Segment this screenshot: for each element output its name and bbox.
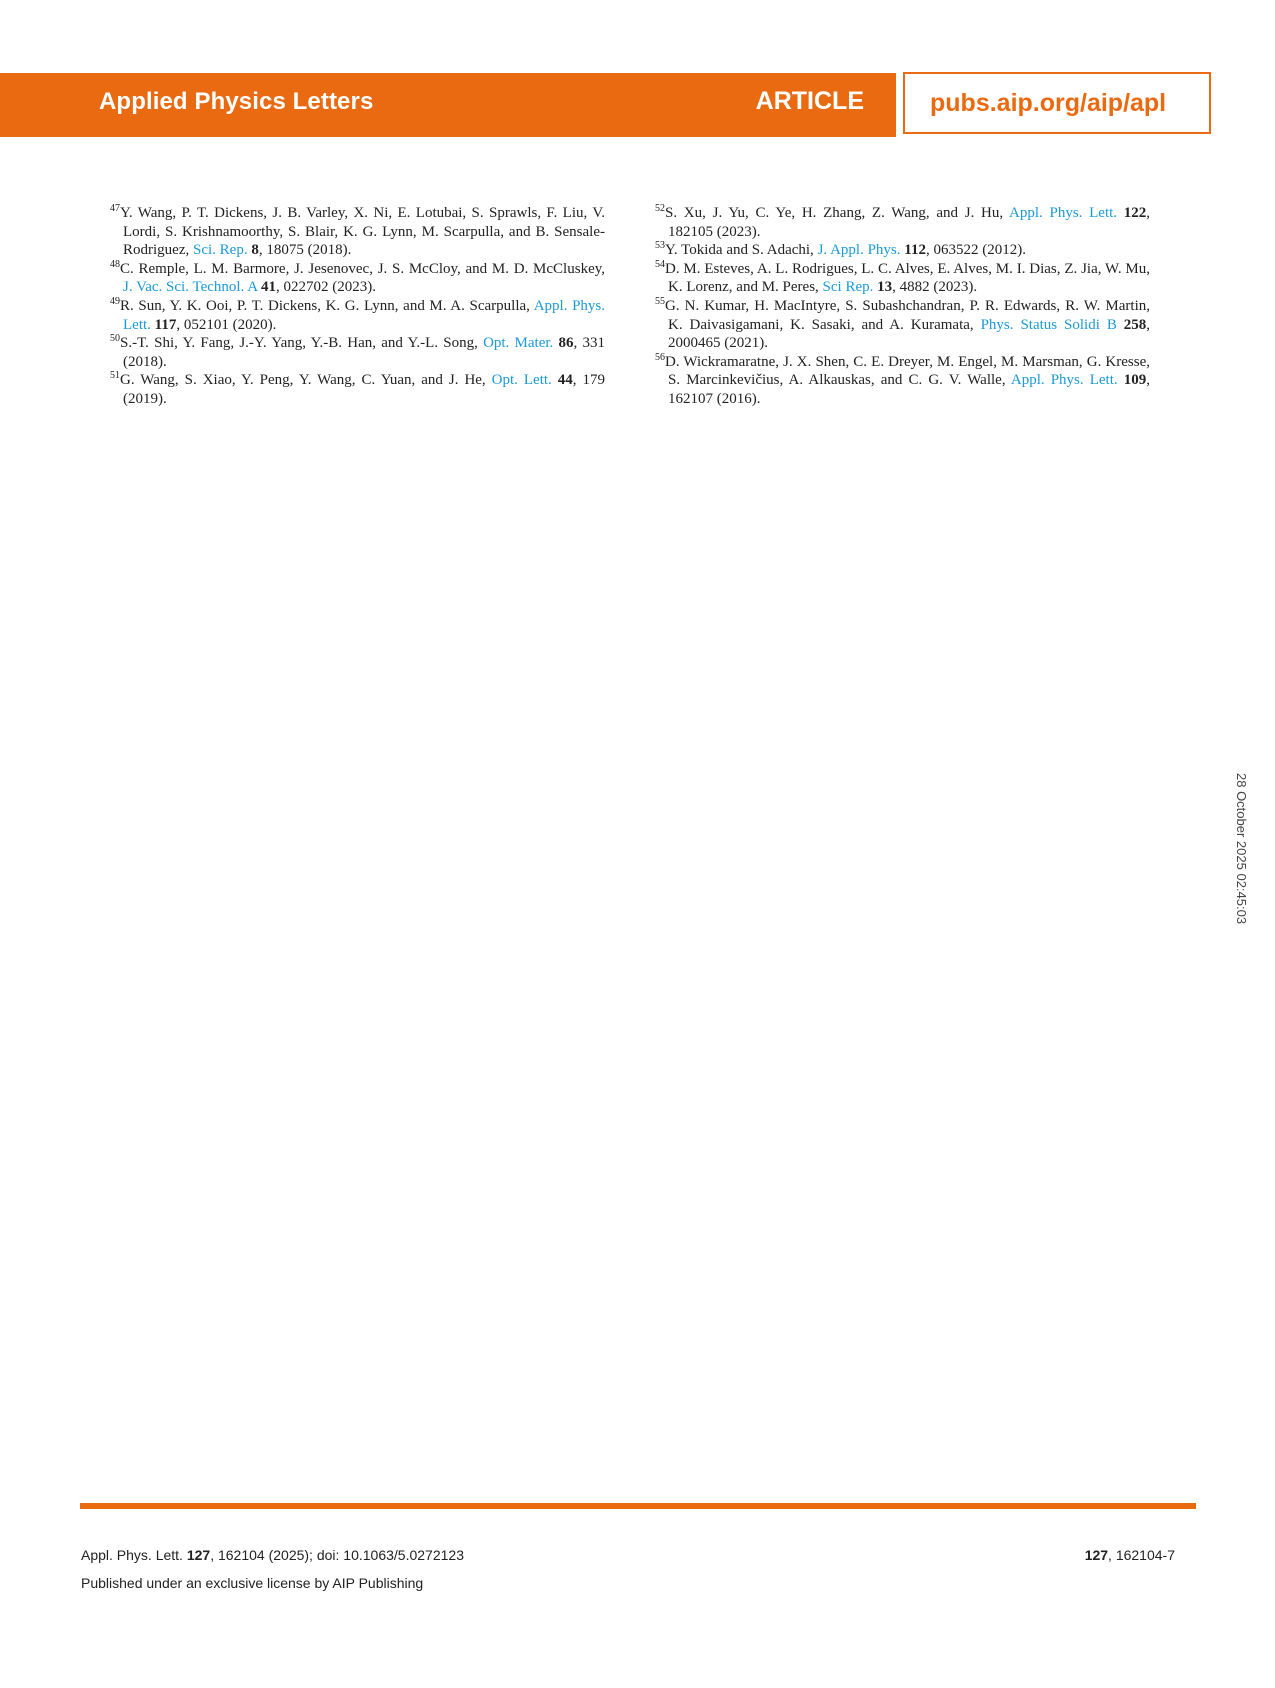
reference-number: 52 [655, 203, 665, 214]
footer-citation [81, 1547, 464, 1563]
references-right-column [655, 204, 1150, 409]
article-type-label: ARTICLE [755, 87, 864, 115]
reference-number: 48 [110, 258, 120, 270]
reference-item [110, 334, 605, 371]
reference-text: S. Xu, J. Yu, C. Ye, H. Zhang, Z. Wang, and J. Hu, [665, 205, 1010, 221]
reference-number: 49 [110, 295, 120, 307]
footer-page-number [1085, 1547, 1175, 1563]
reference-number: 55 [655, 295, 665, 307]
reference-text: S.-T. Shi, Y. Fang, J.-Y. Yang, Y.-B. Han, and Y.-L. Song, [120, 335, 484, 352]
journal-link[interactable]: Sci Rep. [822, 279, 874, 296]
reference-number: 51 [110, 370, 120, 382]
reference-text: , 2000465 (2021). [668, 316, 1151, 352]
journal-link[interactable]: Opt. Mater. [483, 335, 554, 352]
reference-text: D. Wickramaratne, J. X. Shen, C. E. Dreyer, M. Engel, M. Marsman, G. Kresse, S. Marcinkevičius, A. Alkauskas, and C. G. V. Walle, [665, 353, 1150, 389]
reference-text: , 182105 (2023). [668, 205, 1150, 240]
reference-text: , 063522 (2012). [925, 242, 1026, 259]
reference-item [110, 204, 605, 260]
references-left-column [110, 204, 605, 409]
reference-item [655, 353, 1150, 409]
reference-text: C. Remple, L. M. Barmore, J. Jesenovec, J. S. McCloy, and M. D. McCluskey, [120, 260, 605, 277]
journal-link[interactable]: Appl. Phys. Lett. [123, 297, 605, 333]
journal-link[interactable]: J. Vac. Sci. Technol. A [123, 279, 258, 296]
reference-item [655, 241, 1150, 260]
footer-page-id: , 162104-7 [1108, 1547, 1175, 1563]
reference-number: 47 [110, 203, 120, 214]
reference-text: G. Wang, S. Xiao, Y. Peng, Y. Wang, C. Yuan, and J. He, [120, 372, 492, 389]
journal-url-link[interactable]: pubs.aip.org/aip/apl [903, 72, 1211, 134]
journal-link[interactable]: Opt. Lett. [491, 372, 552, 389]
footer-citation-details: , 162104 (2025); doi: 10.1063/5.0272123 [210, 1547, 464, 1563]
reference-text: , 18075 (2018). [258, 242, 352, 259]
reference-text: , 052101 (2020). [176, 316, 277, 333]
journal-link[interactable]: Appl. Phys. Lett. [1009, 205, 1118, 221]
reference-text: , 4882 (2023). [892, 279, 978, 296]
footer-divider [80, 1503, 1196, 1509]
volume-number: 117 [154, 316, 177, 333]
volume-number: 109 [1123, 372, 1147, 389]
footer-page-volume: 127 [1084, 1547, 1109, 1563]
volume-number: 258 [1123, 316, 1147, 333]
journal-link[interactable]: Sci. Rep. [192, 242, 248, 259]
reference-text: R. Sun, Y. K. Ooi, P. T. Dickens, K. G. Lynn, and M. A. Scarpulla, [120, 297, 534, 314]
volume-number: 44 [557, 372, 573, 389]
journal-link[interactable]: Appl. Phys. Lett. [1010, 372, 1118, 389]
volume-number: 41 [260, 279, 276, 296]
volume-number: 13 [877, 279, 893, 296]
footer-citation-journal: Appl. Phys. Lett. [81, 1547, 187, 1563]
reference-number: 56 [655, 351, 665, 363]
reference-number: 53 [655, 240, 665, 252]
reference-text: , 162107 (2016). [668, 372, 1151, 407]
reference-item [110, 297, 605, 334]
reference-item [655, 204, 1150, 241]
footer-citation-volume: 127 [186, 1547, 211, 1563]
reference-text: , 022702 (2023). [275, 279, 376, 296]
reference-text: Y. Wang, P. T. Dickens, J. B. Varley, X. Ni, E. Lotubai, S. Sprawls, F. Liu, V. Lordi, S. Krishnamoorthy, S. Blair, K. G. Lynn, M. Scarpulla, and B. Sensale-Rodriguez, [120, 205, 605, 259]
footer-license: Published under an exclusive license by AIP Publishing [81, 1575, 424, 1591]
journal-link[interactable]: J. Appl. Phys. [817, 242, 901, 259]
reference-number: 50 [110, 333, 120, 345]
reference-item [655, 297, 1150, 353]
journal-title: Applied Physics Letters [99, 88, 374, 115]
reference-number: 54 [655, 258, 665, 270]
reference-text: D. M. Esteves, A. L. Rodrigues, L. C. Alves, E. Alves, M. I. Dias, Z. Jia, W. Mu, K. Lorenz, and M. Peres, [665, 260, 1150, 296]
volume-number: 112 [904, 242, 926, 259]
journal-header-bar [0, 73, 896, 137]
download-timestamp: 28 October 2025 02:45:03 [1234, 773, 1249, 925]
journal-link[interactable]: Phys. Status Solidi B [980, 316, 1117, 333]
reference-text: Y. Tokida and S. Adachi, [665, 242, 818, 259]
reference-text [1117, 205, 1124, 221]
volume-number: 8 [251, 242, 259, 259]
reference-item [110, 260, 605, 297]
reference-text: , 331 (2018). [123, 335, 605, 370]
reference-text: , 179 (2019). [123, 372, 606, 407]
reference-item [110, 371, 605, 408]
reference-item [655, 260, 1150, 297]
volume-number: 86 [558, 335, 574, 352]
reference-text [1117, 317, 1124, 333]
volume-number: 122 [1123, 205, 1147, 221]
reference-text: G. N. Kumar, H. MacIntyre, S. Subashchandran, P. R. Edwards, R. W. Martin, K. Daivasigamani, K. Sasaki, and A. Kuramata, [665, 297, 1150, 333]
